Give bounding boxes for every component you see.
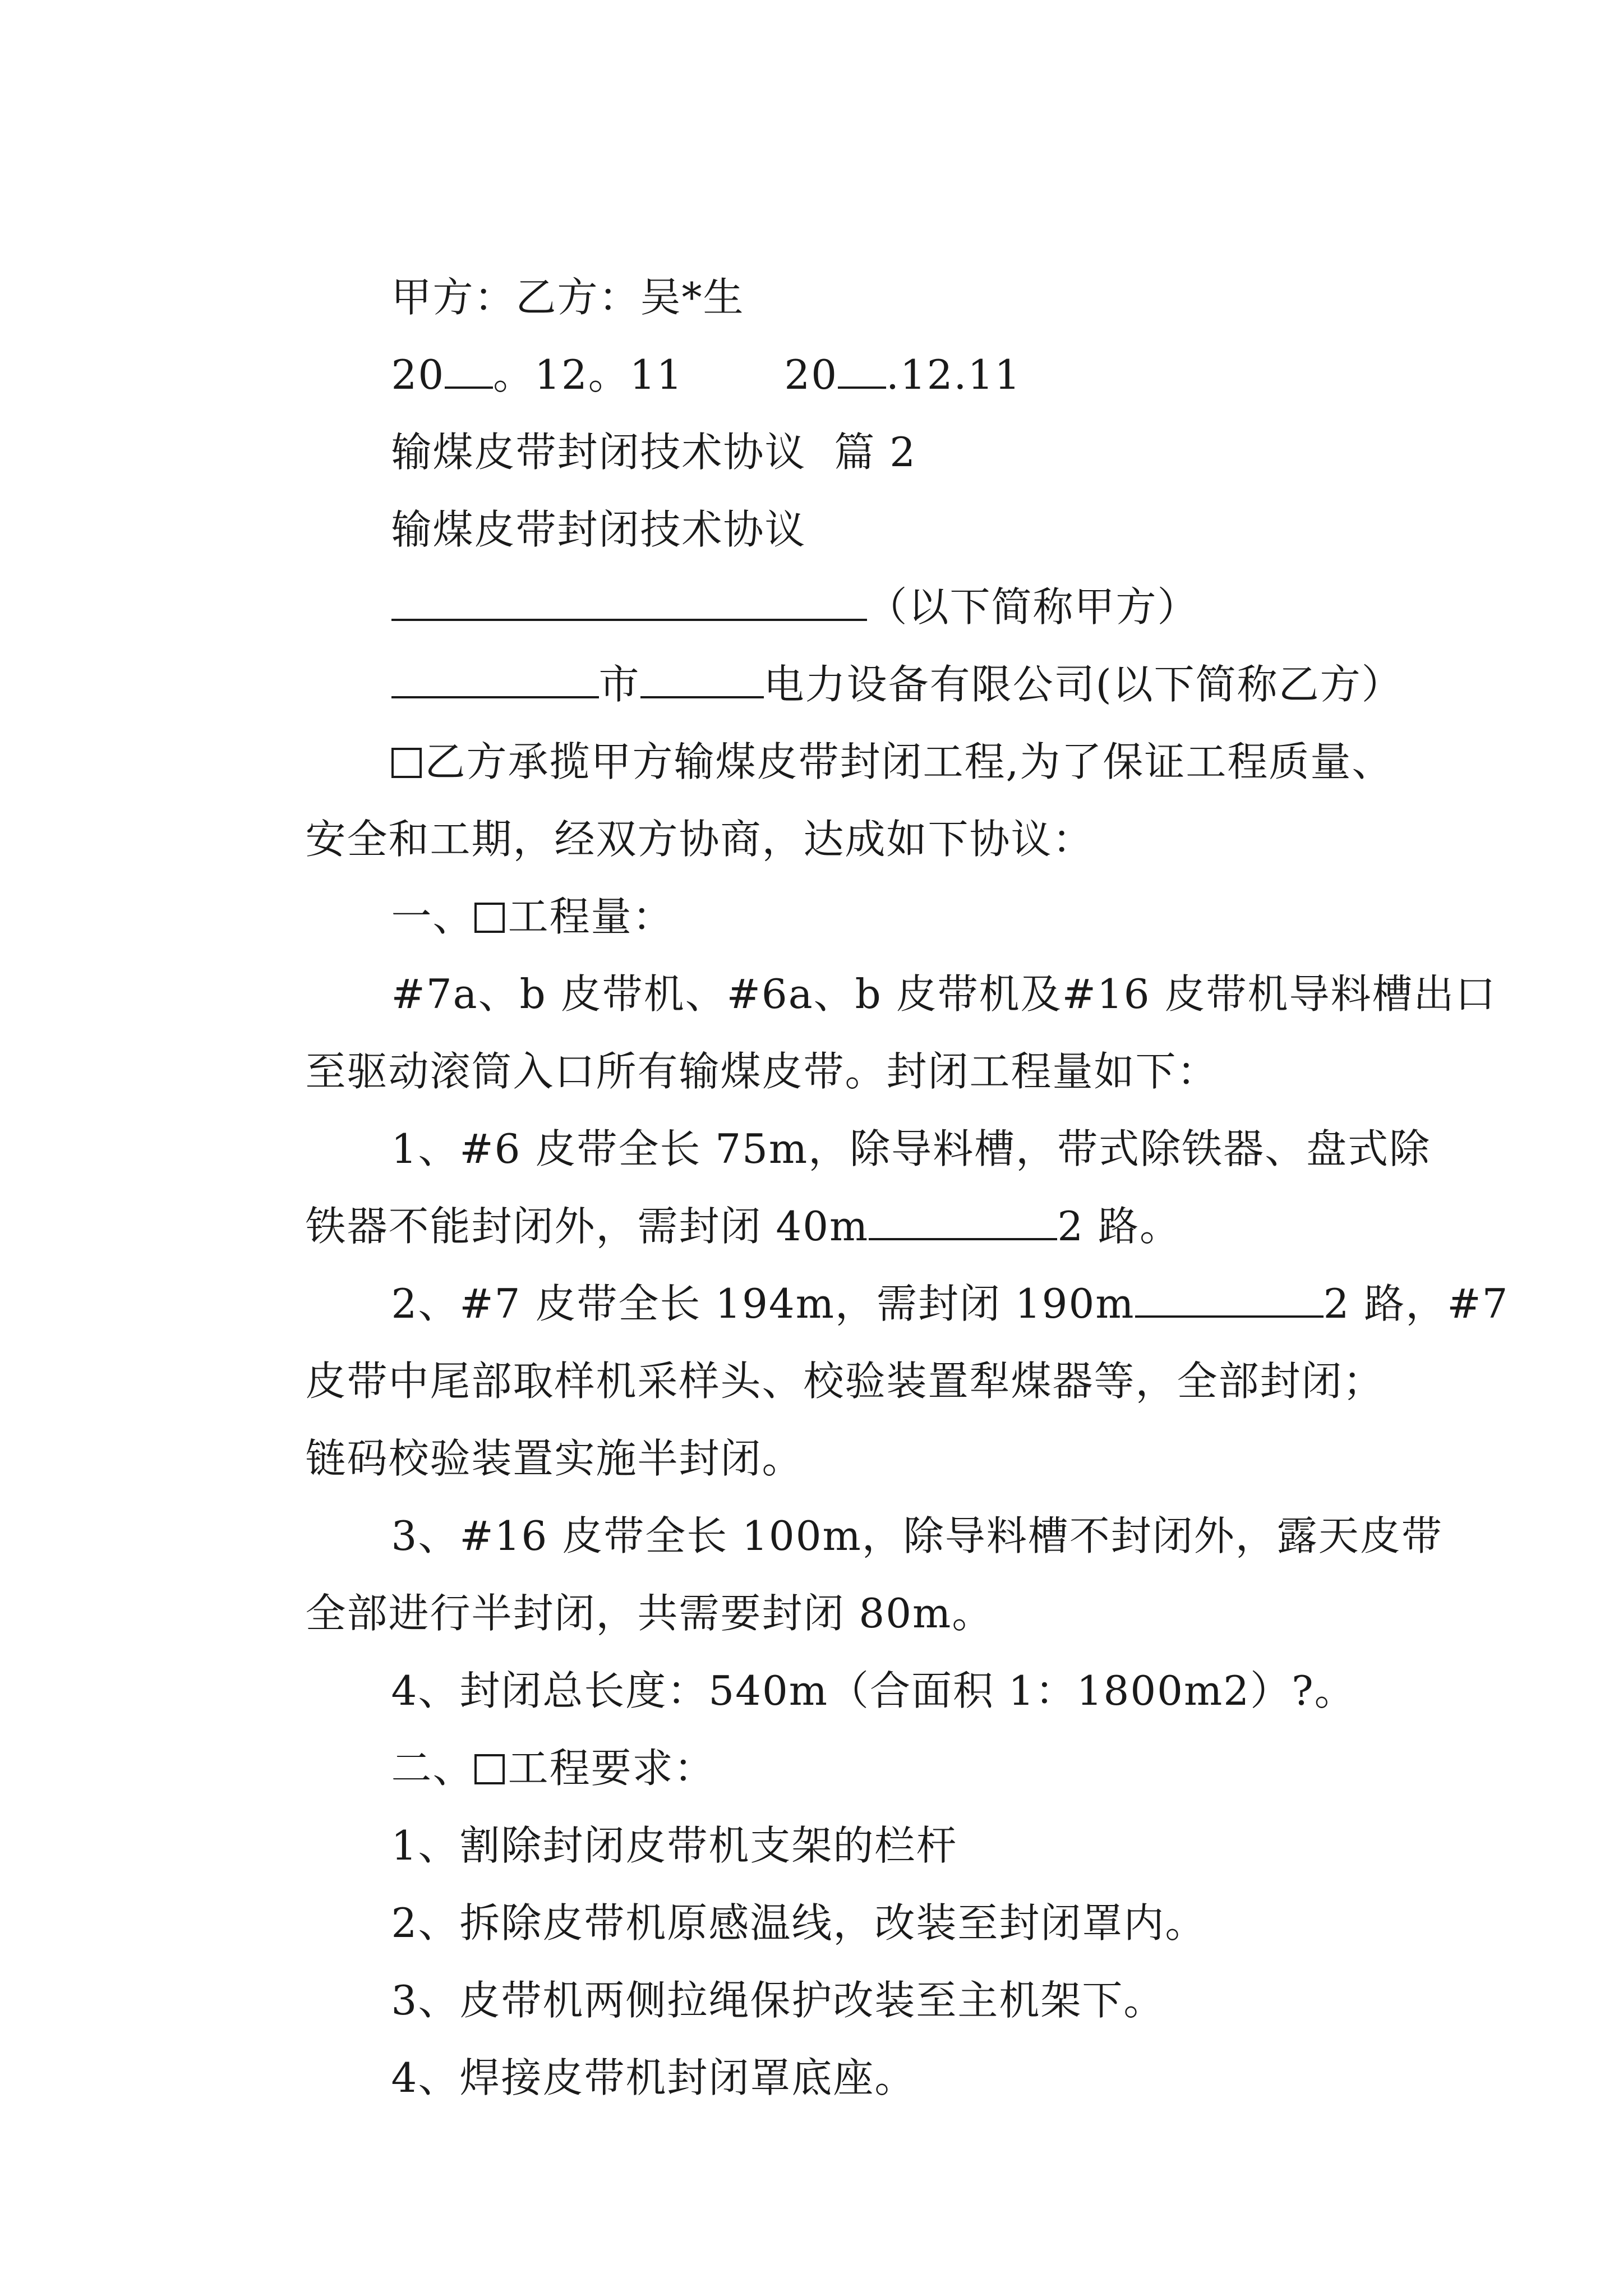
- requirement-1-text: 1、割除封闭皮带机支架的栏杆: [391, 1822, 958, 1869]
- date-a-year: 20: [391, 351, 445, 398]
- section-2-label: 工程要求：: [508, 1745, 716, 1792]
- date-a-rest: 。12。11: [493, 351, 684, 398]
- section-2-number: 二、: [391, 1745, 474, 1792]
- requirement-2-text: 2、拆除皮带机原感温线，改装至封闭罩内。: [391, 1899, 1207, 1947]
- requirement-3-text: 3、皮带机两侧拉绳保护改装至主机架下。: [391, 1977, 1165, 2024]
- item-2-text-1b: 2 路，#7: [1323, 1280, 1509, 1327]
- date-b-year: 20: [784, 351, 838, 398]
- item-1-text-2a: 铁器不能封闭外，需封闭 40m: [305, 1203, 869, 1250]
- item-1-text-2b: 2 路。: [1057, 1203, 1182, 1250]
- item-2-text-1a: 2、#7 皮带全长 194m，需封闭 190m: [391, 1280, 1135, 1327]
- date-b-rest: .12.11: [886, 351, 1022, 398]
- party-a-suffix: （以下简称甲方）: [866, 583, 1199, 631]
- intro-text-1: 乙方承揽甲方输煤皮带封闭工程,为了保证工程质量、: [425, 738, 1394, 785]
- item-2-text-3: 链码校验装置实施半封闭。: [305, 1435, 804, 1482]
- item-1-text-1: 1、#6 皮带全长 75m，除导料槽，带式除铁器、盘式除: [391, 1125, 1431, 1172]
- requirement-4: [335, 1994, 916, 2162]
- heading-1-text: 输煤皮带封闭技术协议 篇 2: [391, 429, 917, 476]
- scope-text-1: #7a、b 皮带机、#6a、b 皮带机及#16 皮带机导料槽出口: [391, 970, 1497, 1018]
- requirement-4-text: 4、焊接皮带机封闭罩底座。: [391, 2054, 916, 2101]
- item-3-text-1: 3、#16 皮带全长 100m，除导料槽不封闭外，露天皮带: [391, 1512, 1443, 1559]
- item-4-text-1: 4、封闭总长度：540m（合面积 1：1800m2）?。: [391, 1667, 1356, 1714]
- item-2-text-2: 皮带中尾部取样机采样头、校验装置犁煤器等，全部封闭；: [305, 1358, 1385, 1405]
- signature-text: 甲方：乙方：吴*生: [391, 274, 745, 321]
- heading-2-text: 输煤皮带封闭技术协议: [391, 506, 806, 553]
- party-b-suffix: 电力设备有限公司(以下简称乙方）: [763, 661, 1403, 708]
- item-3-text-2: 全部进行半封闭，共需要封闭 80m。: [305, 1590, 994, 1637]
- section-1-number: 一、: [391, 893, 474, 940]
- intro-text-2: 安全和工期，经双方协商，达成如下协议：: [305, 816, 1094, 863]
- scope-text-2: 至驱动滚筒入口所有输煤皮带。封闭工程量如下：: [305, 1048, 1219, 1095]
- section-1-label: 工程量：: [508, 893, 674, 940]
- party-b-city-label: 市: [598, 661, 640, 708]
